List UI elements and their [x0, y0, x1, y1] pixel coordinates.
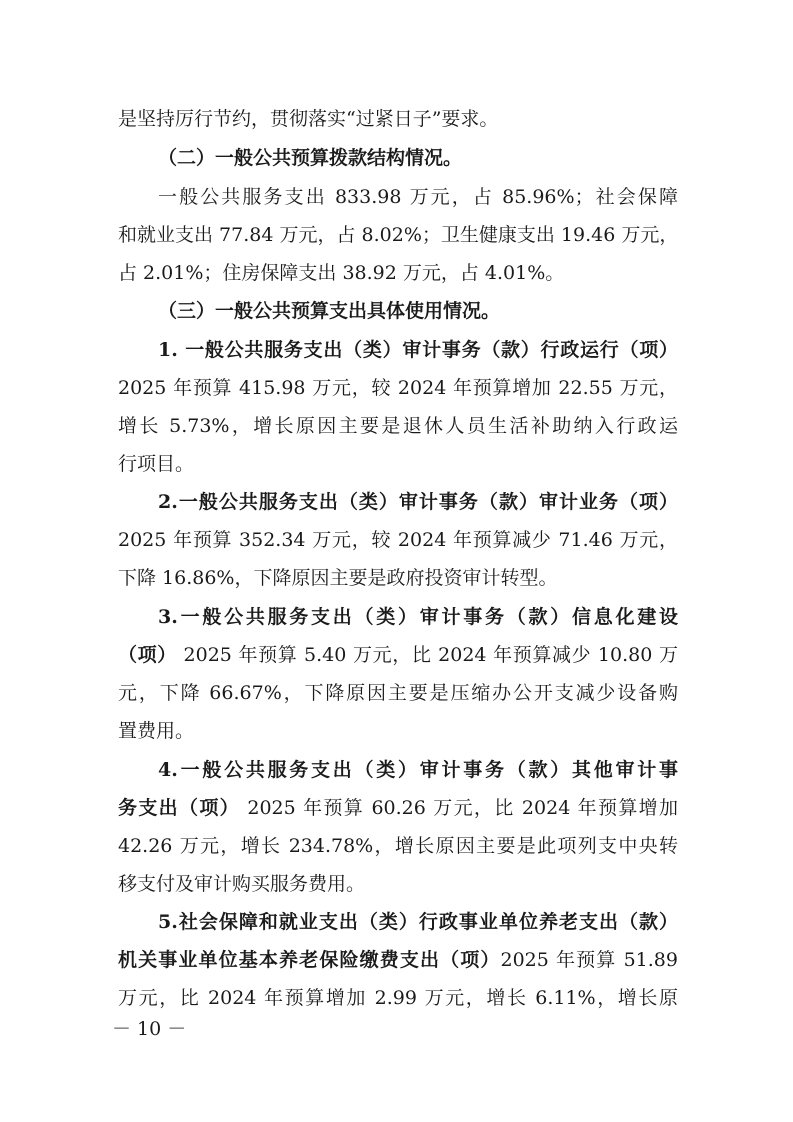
- section-heading: （三）一般公共预算支出具体使用情况。: [158, 300, 501, 322]
- mixed-line: [118, 795, 678, 821]
- mixed-line: [118, 642, 678, 668]
- item-heading: 3.一般公共服务支出（类）审计事务（款）信息化建设: [158, 606, 678, 628]
- section-heading: （二）一般公共预算拨款结构情况。: [158, 147, 463, 169]
- item-heading-tail: 务支出（项）: [118, 797, 240, 819]
- paragraph-text: 2025 年预算 60.26 万元，比 2024 年预算增加: [240, 797, 678, 819]
- item-heading: 1. 一般公共服务支出（类）审计事务（款）行政运行（项）: [158, 339, 678, 361]
- paragraph-line: 42.26 万元，增长 234.78%，增长原因主要是此项列支中央转: [118, 835, 678, 857]
- mixed-line: [118, 947, 678, 973]
- item-heading-tail: 机关事业单位基本养老保险缴费支出（项）: [118, 949, 501, 971]
- paragraph-text: 2025 年预算 5.40 万元，比 2024 年预算减少 10.80 万: [176, 644, 678, 666]
- paragraph-line: 置费用。: [118, 720, 195, 742]
- paragraph-line: 占 2.01%；住房保障支出 38.92 万元，占 4.01%。: [118, 262, 565, 284]
- item-heading: 5.社会保障和就业支出（类）行政事业单位养老支出（款）: [158, 911, 678, 933]
- paragraph-line: 行项目。: [118, 453, 195, 475]
- item-heading: 4.一般公共服务支出（类）审计事务（款）其他审计事: [158, 759, 678, 781]
- paragraph-line: 2025 年预算 352.34 万元，较 2024 年预算减少 71.46 万元，: [118, 529, 678, 551]
- item-heading: 2.一般公共服务支出（类）审计事务（款）审计业务（项）: [158, 491, 678, 513]
- paragraph-line: 一般公共服务支出 833.98 万元，占 85.96%；社会保障: [158, 186, 678, 208]
- paragraph-line: 2025 年预算 415.98 万元，较 2024 年预算增加 22.55 万元，: [118, 377, 678, 399]
- paragraph-line: 下降 16.86%，下降原因主要是政府投资审计转型。: [118, 567, 558, 589]
- paragraph-line: 元，下降 66.67%，下降原因主要是压缩办公开支减少设备购: [118, 682, 678, 704]
- paragraph-text: 2025 年预算 51.89: [500, 949, 678, 971]
- paragraph-line: 万元，比 2024 年预算增加 2.99 万元，增长 6.11%，增长原: [118, 987, 678, 1009]
- paragraph-line: 是坚持厉行节约，贯彻落实“过紧日子”要求。: [118, 108, 499, 130]
- paragraph-line: 和就业支出 77.84 万元，占 8.02%；卫生健康支出 19.46 万元，: [118, 224, 678, 246]
- paragraph-line: 增长 5.73%，增长原因主要是退休人员生活补助纳入行政运: [118, 415, 678, 437]
- item-heading-tail: （项）: [118, 644, 177, 666]
- paragraph-line: 移支付及审计购买服务费用。: [118, 873, 366, 895]
- page-number: － 10 －: [112, 1018, 187, 1040]
